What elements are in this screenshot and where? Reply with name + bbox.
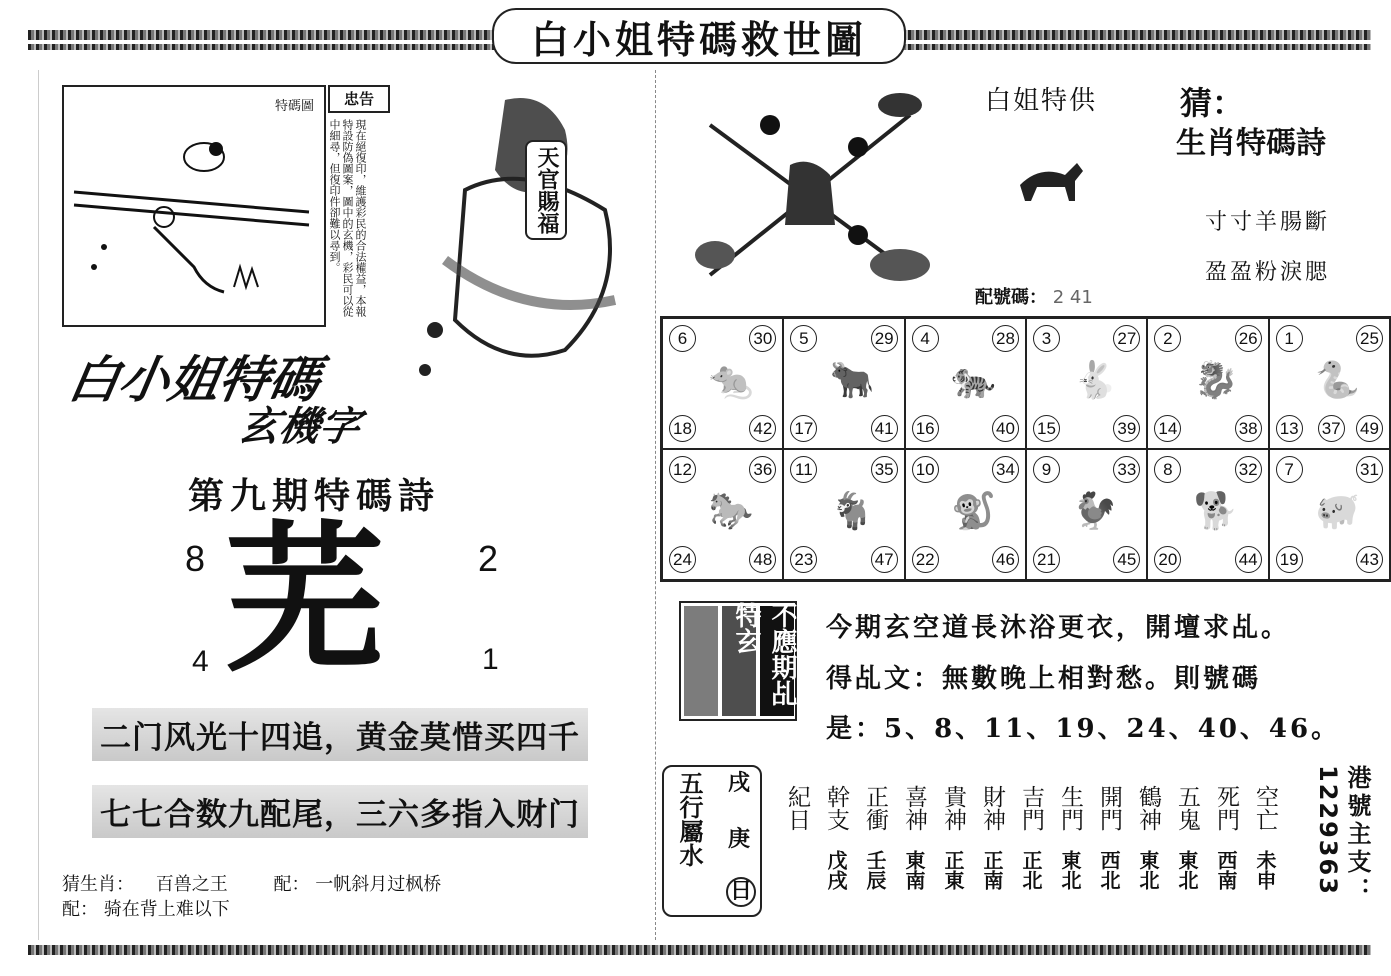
almanac-value: 西北 <box>1097 850 1121 890</box>
oracle-verse-2: 得乩文：無數晚上相對愁。則號碼 <box>826 664 1262 694</box>
supplier-label: 白姐特供 <box>985 86 1098 116</box>
pei-value: 一帆斜月过枫桥 <box>315 874 442 895</box>
verse-line-1: 二门风光十四追，黄金莫惜买四千 <box>92 708 588 761</box>
zodiac-number: 43 <box>1356 546 1383 573</box>
almanac-header: 開門 <box>1096 785 1122 831</box>
pairing-line <box>975 283 1093 309</box>
zodiac-number: 33 <box>1113 456 1140 483</box>
almanac-value: 戊戌 <box>824 850 848 890</box>
bottom-border-band <box>28 945 1371 955</box>
almanac-header: 死門 <box>1213 785 1239 831</box>
zodiac-number: 29 <box>871 325 898 352</box>
zodiac-cell <box>1269 318 1390 449</box>
zodiac-number: 5 <box>790 325 817 352</box>
almanac-header: 鶴神 <box>1135 785 1161 831</box>
poem-line-2: 盈盈粉淚腮 <box>1205 260 1331 285</box>
almanac-value: 正北 <box>1019 850 1043 890</box>
poem-title: 第九期特碼詩 <box>188 475 441 517</box>
zodiac-number: 49 <box>1356 415 1383 442</box>
almanac-header: 幹支 <box>823 785 849 831</box>
zodiac-number: 3 <box>1033 325 1060 352</box>
poem-line-1: 寸寸羊腸斷 <box>1205 210 1331 235</box>
zodiac-number: 48 <box>749 546 776 573</box>
almanac-header: 財神 <box>979 785 1005 831</box>
dragon-icon: 🐉 <box>1193 360 1239 401</box>
hk-value: 1229363 <box>1314 765 1342 896</box>
notice-text: 現在絕復印，維護彩民的合法權益，本報特設防偽圖案，圖中的玄機，彩民可以從中細尋，但復印件卻難以尋到。 <box>328 119 367 317</box>
almanac-value: 正南 <box>980 850 1004 890</box>
zodiac-cell <box>1026 318 1147 449</box>
corner-number-tr: 2 <box>478 538 499 579</box>
wuxing-char-1: 戌 <box>727 771 750 796</box>
pig-icon: 🐖 <box>1315 491 1361 532</box>
comic-caption: 特碼圖 <box>274 99 314 114</box>
zodiac-number: 7 <box>1276 456 1303 483</box>
zodiac-cell <box>905 318 1026 449</box>
rooster-icon: 🐓 <box>1072 491 1118 532</box>
blessing-banner: 天官賜福 <box>525 140 567 240</box>
zodiac-number: 16 <box>912 415 939 442</box>
center-divider <box>655 70 656 940</box>
deity-illustration <box>405 80 655 440</box>
almanac-header: 生門 <box>1057 785 1083 831</box>
pairing-value: 2 41 <box>1052 287 1093 308</box>
almanac-value: 壬辰 <box>863 850 887 890</box>
almanac-value: 西南 <box>1214 850 1238 890</box>
zodiac-cell <box>1026 449 1147 580</box>
zodiac-number: 9 <box>1033 456 1060 483</box>
zodiac-number: 4 <box>912 325 939 352</box>
comic-illustration <box>64 87 322 323</box>
zodiac-number: 35 <box>871 456 898 483</box>
zodiac-cell <box>783 449 904 580</box>
zodiac-number: 46 <box>992 546 1019 573</box>
comic-panel <box>62 85 326 327</box>
zodiac-cell <box>783 318 904 449</box>
guess-value: 百兽之王 <box>155 874 228 895</box>
zodiac-cell <box>1269 449 1390 580</box>
pei-label: 配： <box>273 874 310 895</box>
guess-heading: 猜： <box>1180 84 1245 122</box>
wuxing-box <box>662 765 762 917</box>
zodiac-number: 6 <box>669 325 696 352</box>
pei2-value: 骑在背上难以下 <box>103 899 230 920</box>
zodiac-number: 38 <box>1235 415 1262 442</box>
guess-line <box>62 870 441 896</box>
zodiac-number: 17 <box>790 415 817 442</box>
zodiac-number: 40 <box>992 415 1019 442</box>
zodiac-number-grid <box>660 316 1391 582</box>
snake-icon: 🐍 <box>1315 360 1361 401</box>
wuxing-label: 五行屬水 <box>675 771 703 867</box>
page-title: 白小姐特碼救世圖 <box>492 8 906 64</box>
wuxing-char-3: 日 <box>726 877 756 907</box>
oracle-stamp-text: 不應期乩特玄 <box>731 602 797 706</box>
zodiac-cross-illustration <box>670 75 960 305</box>
ox-icon: 🐂 <box>829 360 875 401</box>
zodiac-cell <box>1147 449 1268 580</box>
almanac-value: 東北 <box>1175 850 1199 890</box>
notice-title: 忠告 <box>328 85 390 113</box>
zodiac-number: 20 <box>1154 546 1181 573</box>
corner-number-br: 1 <box>482 643 499 676</box>
wuxing-char-2: 庚 <box>727 827 750 852</box>
almanac-header: 貴神 <box>940 785 966 831</box>
zodiac-number: 24 <box>669 546 696 573</box>
zodiac-number: 45 <box>1113 546 1140 573</box>
zodiac-number: 12 <box>669 456 696 483</box>
zodiac-cell <box>1147 318 1268 449</box>
dog-icon: 🐕 <box>1193 491 1239 532</box>
zodiac-number: 18 <box>669 415 696 442</box>
tiger-icon: 🐅 <box>951 360 997 401</box>
horse-icon: 🐎 <box>708 491 754 532</box>
almanac-header: 吉門 <box>1018 785 1044 831</box>
zodiac-number: 26 <box>1235 325 1262 352</box>
left-edge-line <box>38 70 39 940</box>
zodiac-number: 25 <box>1356 325 1383 352</box>
goat-icon: 🐐 <box>829 491 875 532</box>
corner-number-tl: 8 <box>185 538 206 579</box>
zodiac-number: 37 <box>1318 415 1345 442</box>
pei2-label: 配： <box>62 899 98 920</box>
almanac-value: 東南 <box>902 850 926 890</box>
corner-number-bl: 4 <box>192 645 209 678</box>
guess-label: 猜生肖： <box>62 874 134 895</box>
brush-line-2: 玄機字 <box>235 404 364 450</box>
riddle-character: 芜 <box>225 506 386 693</box>
zodiac-number: 15 <box>1033 415 1060 442</box>
zodiac-number: 11 <box>790 456 817 483</box>
notice-box <box>328 85 398 315</box>
oracle-verse-1: 今期玄空道長沐浴更衣，開壇求乩。 <box>826 613 1291 643</box>
zodiac-number: 2 <box>1154 325 1181 352</box>
dog-illustration <box>1010 150 1090 210</box>
zodiac-number: 27 <box>1113 325 1140 352</box>
zodiac-number: 19 <box>1276 546 1303 573</box>
zodiac-number: 41 <box>871 415 898 442</box>
rat-icon: 🐀 <box>708 360 754 401</box>
almanac-value: 未申 <box>1253 850 1277 890</box>
pei2-line <box>62 895 230 921</box>
hk-label: 港號主支： <box>1343 765 1371 905</box>
zodiac-number: 10 <box>912 456 939 483</box>
zodiac-number: 22 <box>912 546 939 573</box>
zodiac-number: 32 <box>1235 456 1262 483</box>
almanac-header: 空亡 <box>1252 785 1278 831</box>
zodiac-cell <box>905 449 1026 580</box>
monkey-icon: 🐒 <box>951 491 997 532</box>
zodiac-number: 21 <box>1033 546 1060 573</box>
almanac-header: 喜神 <box>901 785 927 831</box>
zodiac-cell <box>662 318 783 449</box>
zodiac-number: 34 <box>992 456 1019 483</box>
zodiac-number: 30 <box>749 325 776 352</box>
rabbit-icon: 🐇 <box>1072 360 1118 401</box>
zodiac-number: 39 <box>1113 415 1140 442</box>
zodiac-number: 28 <box>992 325 1019 352</box>
zodiac-number: 36 <box>749 456 776 483</box>
almanac-value: 東北 <box>1058 850 1082 890</box>
almanac-value: 東北 <box>1136 850 1160 890</box>
zodiac-cell <box>662 449 783 580</box>
poem-heading: 生肖特碼詩 <box>1176 126 1326 161</box>
almanac-header: 五鬼 <box>1174 785 1200 831</box>
zodiac-number: 31 <box>1356 456 1383 483</box>
zodiac-number: 44 <box>1235 546 1262 573</box>
almanac-header: 正衝 <box>862 785 888 831</box>
oracle-verse-3: 是：5、8、11、19、24、40、46。 <box>826 714 1341 744</box>
zodiac-number: 47 <box>871 546 898 573</box>
zodiac-number: 23 <box>790 546 817 573</box>
zodiac-number: 14 <box>1154 415 1181 442</box>
zodiac-number: 8 <box>1154 456 1181 483</box>
verse-line-2: 七七合数九配尾，三六多指入财门 <box>92 785 588 838</box>
almanac-header: 紀日 <box>784 785 810 831</box>
zodiac-number: 42 <box>749 415 776 442</box>
zodiac-number: 13 <box>1276 415 1303 442</box>
pairing-label: 配號碼： <box>975 287 1047 308</box>
zodiac-number: 1 <box>1276 325 1303 352</box>
almanac-value: 正東 <box>941 850 965 890</box>
brush-line-1: 白小姐特碼 <box>64 351 325 409</box>
